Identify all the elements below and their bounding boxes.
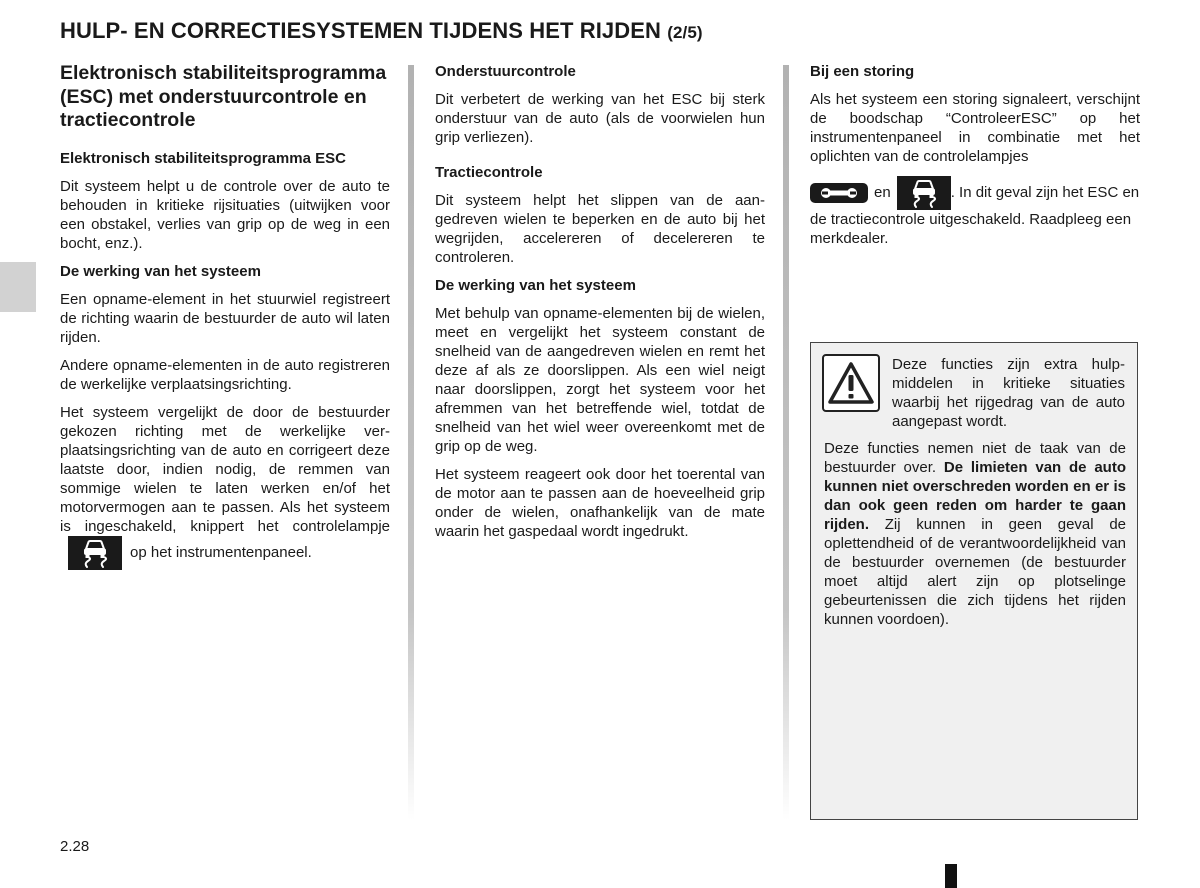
page-part-indicator: (2/5) xyxy=(667,23,703,42)
page-corner-mark xyxy=(945,864,957,888)
paragraph-system-comparison-end: op het instrumentenpaneel. xyxy=(130,543,312,561)
column-control-systems xyxy=(435,62,765,550)
chapter-side-tab xyxy=(0,262,36,312)
wrench-icon xyxy=(810,183,868,203)
column-separator xyxy=(783,65,789,820)
page-number: 2.28 xyxy=(60,838,90,855)
paragraph-steering-sensor: Een opname-element in het stuurwiel registreert de richting waarin de bestuurder de auto wil laten rijden. xyxy=(60,290,390,346)
warning-text-part-2: Zij kunnen in geen geval de oplettendheid of de verantwoordelijkheid van de bestuurder overnemen (de bestuurder moet altijd alert zijn op plotselinge gebeurtenissen die zich tijdens het rijden kunnen voordoen). xyxy=(824,516,1127,628)
page-title xyxy=(60,18,703,44)
warning-text-part-1: Deze functies nemen niet de taak van de bestuurder over. xyxy=(824,440,1126,476)
connector-and: en xyxy=(874,183,891,201)
paragraph-wheel-sensors: Met behulp van opname-elementen bij de wielen, meet en vergelijkt het systeem constant de snelheid van de aangedreven wielen en remt het deze af als ze doorslippen. Als een wiel neigt naar doorslippen, zorgt het systeem voor het afremmen van het betreffende wiel, totdat de snelheid van het wiel weer overeenkomt met de grip op de weg. xyxy=(435,305,765,455)
paragraph-traction: Dit systeem helpt het slippen van de aangedreven wielen te beperken en de auto bij het wegrijden, accelereren of decelereren te controleren. xyxy=(435,192,765,266)
paragraph-system-comparison-text: Het systeem vergelijkt de door de bestuurder gekozen richting met de werkelijke verplaatsingsrichting van de auto en corrigeert deze laatste door, indien nodig, de remmen van sommige wielen te laten werken en/of het motorvermogen aan te passen. Als het systeem is ingeschakeld, knippert het controlelampje xyxy=(60,403,390,535)
subheading-esc: Elektronisch stabiliteitsprogramma ESC xyxy=(60,149,346,167)
warning-main-text xyxy=(824,439,1126,629)
paragraph-esc-description: Dit systeem helpt u de controle over de auto te behouden in kritieke rijsituaties (uitwijken voor een obstakel, verlies van grip op de weg in een bocht, enz.). xyxy=(60,177,390,252)
column-fault xyxy=(810,62,1140,248)
warning-box xyxy=(810,342,1138,820)
esc-skid-car-icon xyxy=(897,176,951,210)
column-separator xyxy=(408,65,414,820)
warning-triangle-icon xyxy=(822,354,880,412)
column-esc xyxy=(60,62,390,579)
paragraph-fault-message: Als het systeem een storing signaleert, verschijnt de boodschap “ControleerESC” op het instrumentenpaneel in combinatie met het oplichten van de controlelampjes xyxy=(810,91,1140,165)
paragraph-system-comparison xyxy=(60,403,390,570)
paragraph-understeer: Dit verbetert de werking van het ESC bij sterk onderstuur van de auto (als de voorwielen hun grip verliezen). xyxy=(435,91,765,146)
paragraph-fault-consequence: . In dit geval zijn het ESC en de tractiecontrole uitgeschakeld. Raadpleeg een merkdealer. xyxy=(810,183,1140,247)
section-heading-esc: Elektronisch stabiliteitsprogramma (ESC) met onderstuurcontrole en tractiecontrole xyxy=(60,62,387,131)
paragraph-engine-adjustment: Het systeem reageert ook door het toerental van de motor aan te passen aan de hoeveelheid grip onder de wielen, onafhankelijk van de mate waarin het gaspedaal wordt ingedrukt. xyxy=(435,466,765,540)
subheading-understeer-control: Onderstuurcontrole xyxy=(435,63,576,80)
paragraph-vehicle-sensors: Andere opname-elementen in de auto registreren de werkelijke verplaatsingsrichting. xyxy=(60,356,390,393)
fault-lights-line xyxy=(810,176,1140,248)
page-title-text: HULP- EN CORRECTIESYSTEMEN TIJDENS HET RIJDEN xyxy=(60,18,662,43)
subheading-traction-control: Tractiecontrole xyxy=(435,164,543,181)
warning-intro-text: Deze functies zijn extra hulpmiddelen in kritieke situaties waarbij het rijgedrag van de auto aangepast wordt. xyxy=(892,356,1125,430)
esc-skid-car-icon xyxy=(68,536,122,570)
subheading-system-operation: De werking van het systeem xyxy=(435,277,636,294)
warning-text-bold: De limieten van de auto kunnen niet overschreden worden en er is dan ook geen reden om harder te gaan rijden. xyxy=(824,459,1126,533)
subheading-fault: Bij een storing xyxy=(810,63,915,80)
subheading-system-operation: De werking van het systeem xyxy=(60,262,261,280)
